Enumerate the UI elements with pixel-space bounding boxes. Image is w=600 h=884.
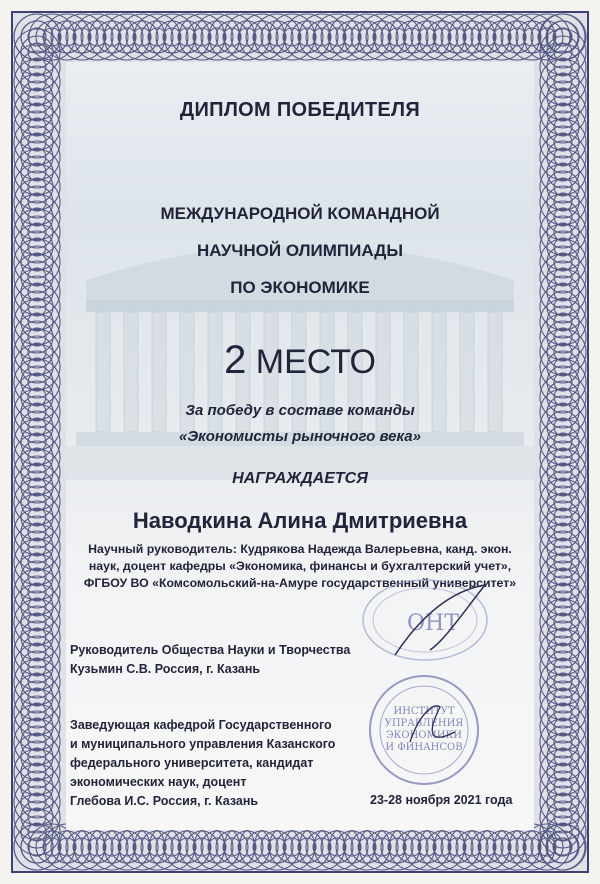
svg-text:ОНТ: ОНТ [407, 611, 459, 636]
supervisor-line-2: наук, доцент кафедры «Экономика, финансы и бухгалтерский учет», [88, 559, 512, 573]
svg-text:ЭКОНОМИКИ: ЭКОНОМИКИ [386, 730, 462, 741]
place-heading [0, 338, 600, 383]
olympiad-line-2: НАУЧНОЙ ОЛИМПИАДЫ [196, 241, 404, 260]
team-line-1: За победу в составе команды [185, 402, 415, 419]
place-number: 2 [224, 338, 247, 382]
olympiad-line-3: ПО ЭКОНОМИКЕ [230, 278, 370, 297]
head-line-4: экономических наук, доцент [70, 775, 247, 789]
svg-text:И ФИНАНСОВ: И ФИНАНСОВ [385, 742, 463, 753]
svg-text:УПРАВЛЕНИЯ: УПРАВЛЕНИЯ [384, 718, 464, 729]
supervisor-line-3: ФГБОУ ВО «Комсомольский-на-Амуре государственный университет» [83, 576, 517, 590]
society-line-1: Руководитель Общества Науки и Творчества [70, 643, 351, 657]
diploma-title: ДИПЛОМ ПОБЕДИТЕЛЯ [179, 99, 421, 121]
recipient-name: Наводкина Алина Дмитриевна [132, 508, 468, 533]
society-line-2: Кузьмин С.В. Россия, г. Казань [70, 662, 261, 676]
head-line-1: Заведующая кафедрой Государственного [70, 718, 332, 732]
university-stamp [360, 672, 490, 792]
svg-text:ИНСТИТУТ: ИНСТИТУТ [393, 706, 455, 717]
society-stamp [355, 570, 505, 670]
olympiad-line-1: МЕЖДУНАРОДНОЙ КОМАНДНОЙ [160, 204, 440, 223]
supervisor-line-1: Научный руководитель: Кудрякова Надежда Валерьевна, канд. экон. [88, 542, 512, 556]
head-line-5: Глебова И.С. Россия, г. Казань [70, 794, 259, 808]
awarded-label: НАГРАЖДАЕТСЯ [232, 470, 368, 487]
head-line-3: федерального университета, кандидат [70, 756, 314, 770]
head-line-2: и муниципального управления Казанского [70, 737, 336, 751]
event-date: 23-28 ноября 2021 года [370, 793, 513, 807]
place-word: МЕСТО [255, 343, 376, 381]
team-line-2: «Экономисты рыночного века» [179, 428, 421, 445]
